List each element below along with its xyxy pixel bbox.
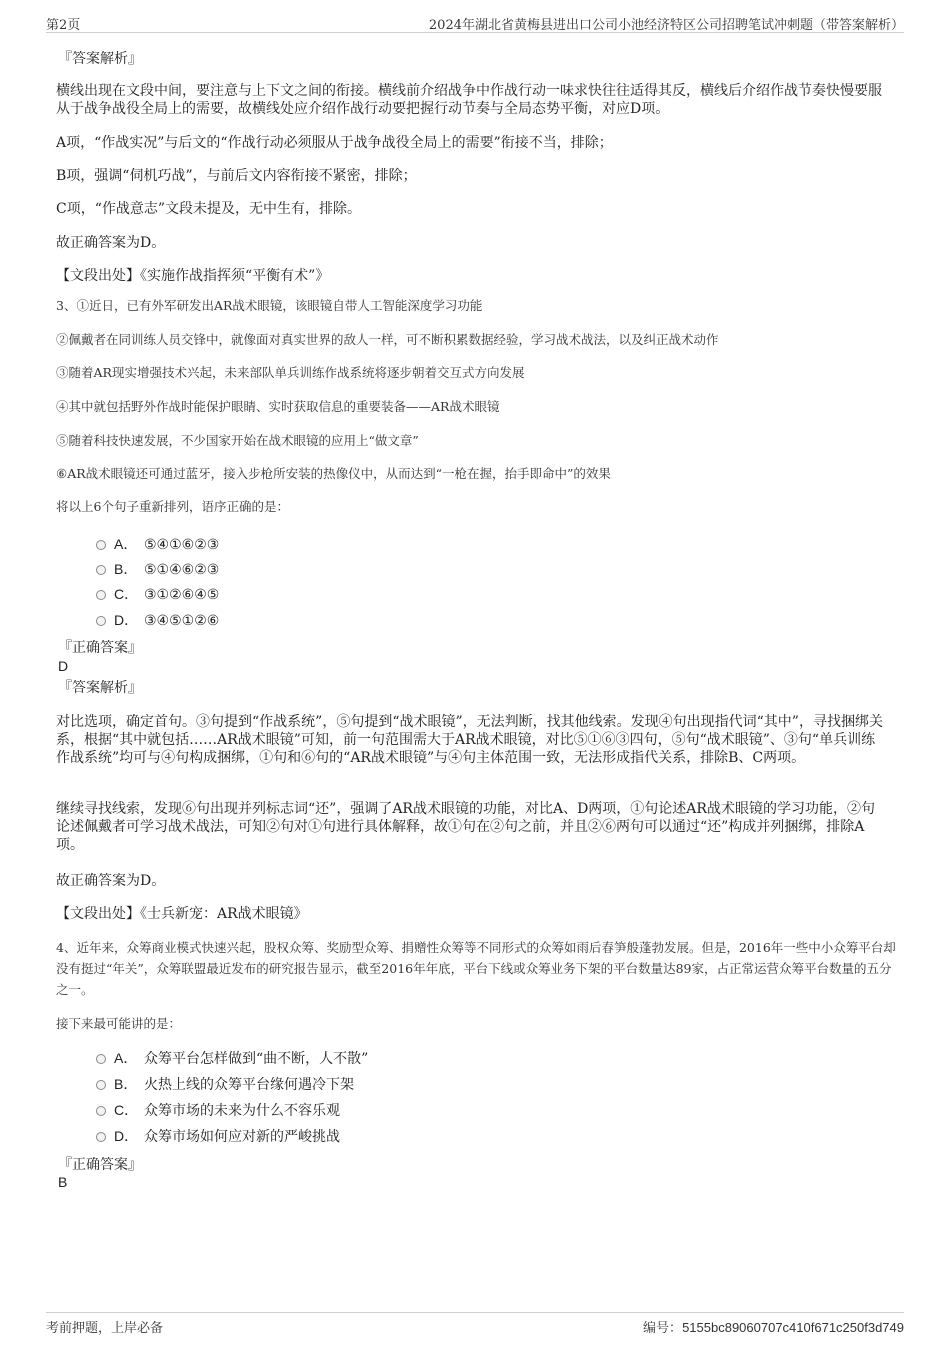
document-code-value: 5155bc89060707c410f671c250f3d749 — [682, 1320, 904, 1335]
q3-answer: D — [58, 658, 69, 674]
q3-sentence-4: ④其中就包括野外作战时能保护眼睛、实时获取信息的重要装备——AR战术眼镜 — [56, 399, 500, 414]
radio-button[interactable] — [96, 1054, 106, 1064]
q2-analysis-option-a: A项，“作战实况”与后文的“作战行动必须服从于战争战役全局上的需要”衔接不当，排除； — [56, 135, 613, 151]
document-code-label: 编号： — [643, 1321, 683, 1336]
radio-button[interactable] — [96, 540, 106, 550]
q3-sentence-2: ②佩戴者在同训练人员交锋中，就像面对真实世界的敌人一样，可不断积累数据经验，学习战术战法，以及纠正战术动作 — [56, 332, 719, 347]
radio-button[interactable] — [96, 1080, 106, 1090]
radio-button[interactable] — [96, 616, 106, 626]
q2-conclusion: 故正确答案为D。 — [56, 235, 166, 251]
q3-option-a[interactable]: A． ⑤④①⑥②③ — [96, 535, 219, 554]
q3-option-d[interactable]: D． ③④⑤①②⑥ — [96, 611, 219, 630]
radio-button[interactable] — [96, 1106, 106, 1116]
q3-answer-label: 『正确答案』 — [58, 640, 142, 656]
q4-answer: B — [58, 1174, 68, 1190]
q3-analysis-label: 『答案解析』 — [58, 680, 142, 696]
radio-button[interactable] — [96, 590, 106, 600]
q3-source: 【文段出处】《士兵新宠：AR战术眼镜》 — [56, 906, 308, 922]
q3-option-c[interactable]: C． ③①②⑥④⑤ — [96, 585, 219, 604]
q3-sentence-6: ⑥AR战术眼镜还可通过蓝牙，接入步枪所安装的热像仪中，从而达到“一枪在握，抬手即命中”的效果 — [56, 466, 611, 481]
q3-sentence-1: 3、①近日，已有外军研发出AR战术眼镜，该眼镜自带人工智能深度学习功能 — [56, 298, 483, 313]
q3-sentence-5: ⑤随着科技快速发展，不少国家开始在战术眼镜的应用上“做文章” — [56, 433, 419, 448]
page-number: 第2页 — [46, 18, 81, 33]
footer-slogan: 考前押题，上岸必备 — [46, 1321, 164, 1336]
q2-analysis-option-b: B项，强调“伺机巧战”，与前后文内容衔接不紧密，排除； — [56, 168, 417, 184]
radio-button[interactable] — [96, 1132, 106, 1142]
q4-stem: 4、近年来，众筹商业模式快速兴起，股权众筹、奖励型众筹、捐赠性众筹等不同形式的众筹如雨后春笋般蓬勃发展。但是，2016年一些中小众筹平台却没有挺过“年关”，众筹联盟最近发布的研究报告显示，截至2016年年底，平台下线或众筹业务下架的平台数量达89家，占正常运营众筹平台数量的五分之一。 — [56, 940, 896, 997]
q3-option-b[interactable]: B． ⑤①④⑥②③ — [96, 560, 219, 579]
q2-analysis-paragraph: 横线出现在文段中间，要注意与上下文之间的衔接。横线前介绍战争中作战行动一味求快往往适得其反，横线后介绍作战节奏快慢要服从于战争战役全局上的需要，故横线处应介绍作战行动要把握行动节奏与全局态势平衡，对应D项。 — [56, 83, 882, 117]
document-title: 2024年湖北省黄梅县进出口公司小池经济特区公司招聘笔试冲刺题（带答案解析） — [428, 18, 904, 33]
page-header — [46, 10, 904, 33]
q4-option-b[interactable]: B． 火热上线的众筹平台缘何遇冷下架 — [96, 1075, 354, 1094]
q2-analysis-label: 『答案解析』 — [58, 51, 142, 67]
q3-conclusion: 故正确答案为D。 — [56, 873, 166, 889]
q3-analysis-paragraph-1: 对比选项，确定首句。③句提到“作战系统”，⑤句提到“战术眼镜”，无法判断，找其他线索。发现④句出现指代词“其中”，寻找捆绑关系，根据“其中就包括……AR战术眼镜”可知，前一句范围需大于AR战术眼镜，对比⑤①⑥③四句，⑤句“战术眼镜”、③句“单兵训练作战系统”均可与④句构成捆绑，①句和⑥句的“AR战术眼镜”与④句主体范围一致，无法形成指代关系，排除B、C两项。 — [56, 714, 883, 766]
radio-button[interactable] — [96, 565, 106, 575]
page-footer — [46, 1312, 904, 1339]
q3-analysis-paragraph-2: 继续寻找线索，发现⑥句出现并列标志词“还”，强调了AR战术眼镜的功能，对比A、D两项，①句论述AR战术眼镜的学习功能，②句论述佩戴者可学习战术战法，可知②句对①句进行具体解释，故①句在②句之前，并且②⑥两句可以通过“还”构成并列捆绑，排除A项。 — [56, 801, 875, 853]
q4-option-d[interactable]: D． 众筹市场如何应对新的严峻挑战 — [96, 1127, 340, 1146]
q4-prompt: 接下来最可能讲的是： — [56, 1016, 182, 1031]
q4-option-a[interactable]: A． 众筹平台怎样做到“曲不断，人不散” — [96, 1049, 368, 1068]
document-code — [643, 1317, 904, 1336]
q2-source: 【文段出处】《实施作战指挥须“平衡有术”》 — [56, 268, 330, 284]
q4-answer-label: 『正确答案』 — [58, 1157, 142, 1173]
q4-option-c[interactable]: C． 众筹市场的未来为什么不容乐观 — [96, 1101, 340, 1120]
q3-prompt: 将以上6个句子重新排列，语序正确的是： — [56, 499, 289, 514]
q3-sentence-3: ③随着AR现实增强技术兴起，未来部队单兵训练作战系统将逐步朝着交互式方向发展 — [56, 365, 525, 380]
q2-analysis-option-c: C项，“作战意志”文段未提及，无中生有，排除。 — [56, 201, 362, 217]
